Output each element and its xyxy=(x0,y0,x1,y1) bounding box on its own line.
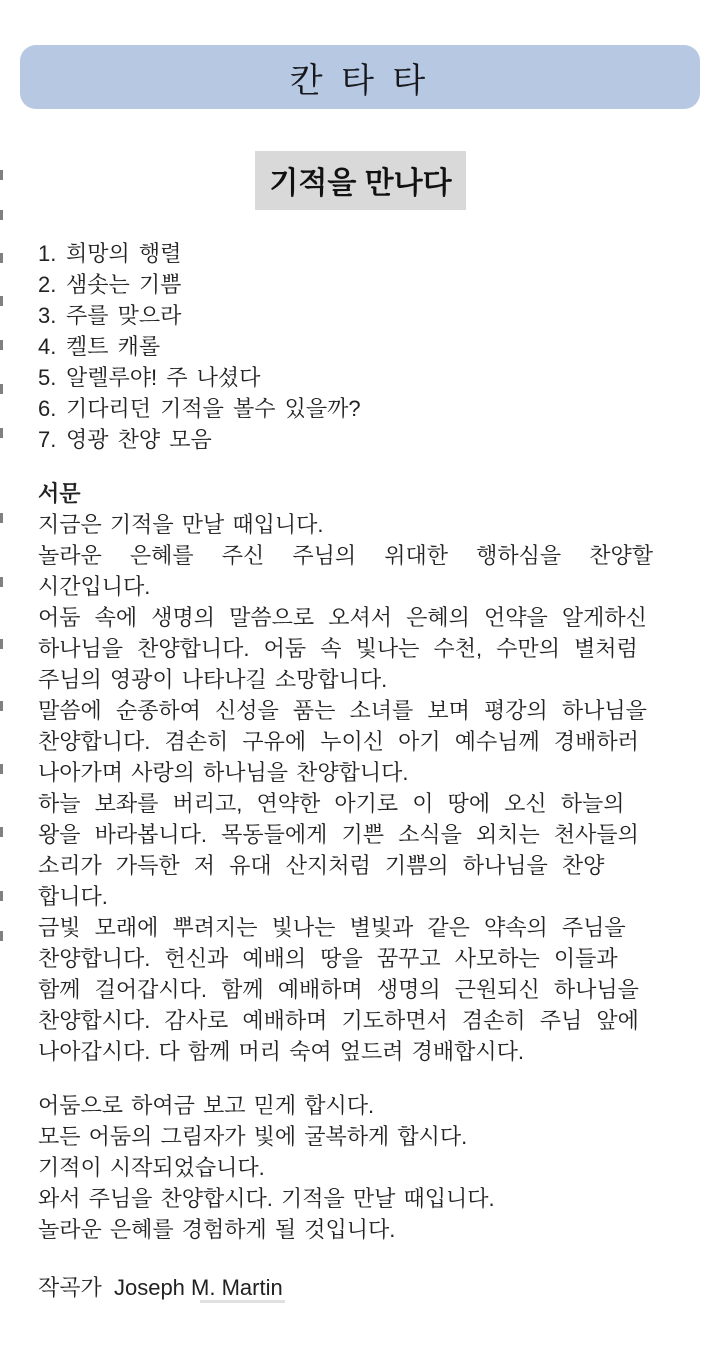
song-list-item xyxy=(38,424,361,455)
scan-edge-artifact xyxy=(0,764,3,774)
scan-edge-artifact xyxy=(0,891,3,901)
preface-section xyxy=(38,478,686,1067)
song-list-item xyxy=(38,393,361,424)
preface-line: 금빛 모래에 뿌려지는 빛나는 별빛과 같은 약속의 주님을 xyxy=(38,915,626,940)
closing-section xyxy=(38,1090,686,1245)
preface-line: 찬양합시다. 감사로 예배하며 기도하면서 겸손히 주님 앞에 xyxy=(38,1008,639,1033)
scan-edge-artifact xyxy=(0,253,3,263)
song-title: 켈트 캐롤 xyxy=(66,334,161,359)
closing-line: 놀라운 은혜를 경험하게 될 것입니다. xyxy=(38,1217,396,1242)
song-title: 영광 찬양 모음 xyxy=(66,427,212,452)
song-number: 4. xyxy=(38,334,57,359)
scan-edge-artifact xyxy=(0,577,3,587)
preface-line: 어둠 속에 생명의 말씀으로 오셔서 은혜의 언약을 알게하신 xyxy=(38,605,647,630)
scan-smudge-artifact xyxy=(200,1300,285,1303)
song-number: 7. xyxy=(38,427,57,452)
preface-line: 왕을 바라봅니다. 목동들에게 기쁜 소식을 외치는 천사들의 xyxy=(38,822,639,847)
preface-line: 합니다. xyxy=(38,884,108,909)
song-list-item xyxy=(38,238,361,269)
preface-line: 하늘 보좌를 버리고, 연약한 아기로 이 땅에 오신 하늘의 xyxy=(38,791,625,816)
scan-edge-artifact xyxy=(0,170,3,180)
song-title: 희망의 행렬 xyxy=(66,241,182,266)
scan-edge-artifact xyxy=(0,384,3,394)
preface-line: 찬양합니다. 헌신과 예배의 땅을 꿈꾸고 사모하는 이들과 xyxy=(38,946,618,971)
song-number: 5. xyxy=(38,365,57,390)
song-list-item xyxy=(38,300,361,331)
preface-line: 놀라운 은혜를 주신 주님의 위대한 행하심을 찬양할 xyxy=(38,543,653,568)
preface-line: 주님의 영광이 나타나길 소망합니다. xyxy=(38,667,388,692)
song-title: 기다리던 기적을 볼수 있을까? xyxy=(66,396,361,421)
scan-edge-artifact xyxy=(0,340,3,350)
song-title: 주를 맞으라 xyxy=(66,303,182,328)
song-list-item xyxy=(38,269,361,300)
preface-line: 함께 걸어갑시다. 함께 예배하며 생명의 근원되신 하나님을 xyxy=(38,977,639,1002)
scan-edge-artifact xyxy=(0,210,3,220)
scan-edge-artifact xyxy=(0,701,3,711)
closing-line: 와서 주님을 찬양합시다. 기적을 만날 때입니다. xyxy=(38,1186,495,1211)
preface-line: 지금은 기적을 만날 때입니다. xyxy=(38,512,324,537)
song-list-item xyxy=(38,362,361,393)
scan-edge-artifact xyxy=(0,428,3,438)
closing-line: 기적이 시작되었습니다. xyxy=(38,1155,265,1180)
closing-line: 모든 어둠의 그림자가 빛에 굴복하게 합시다. xyxy=(38,1124,468,1149)
preface-line: 말씀에 순종하여 신성을 품는 소녀를 보며 평강의 하나님을 xyxy=(38,698,647,723)
preface-line: 소리가 가득한 저 유대 산지처럼 기쁨의 하나님을 찬양 xyxy=(38,853,605,878)
song-list xyxy=(38,238,361,455)
subtitle-row xyxy=(0,151,721,210)
preface-line: 찬양합니다. 겸손히 구유에 누이신 아기 예수님께 경배하러 xyxy=(38,729,639,754)
scan-edge-artifact xyxy=(0,931,3,941)
scan-edge-artifact xyxy=(0,827,3,837)
scan-edge-artifact xyxy=(0,639,3,649)
song-number: 6. xyxy=(38,396,57,421)
cantata-banner-title: 칸 타 타 xyxy=(289,62,431,100)
song-title: 샘솟는 기쁨 xyxy=(66,272,182,297)
scan-edge-artifact xyxy=(0,296,3,306)
closing-line: 어둠으로 하여금 보고 믿게 합시다. xyxy=(38,1093,375,1118)
song-number: 2. xyxy=(38,272,57,297)
song-number: 3. xyxy=(38,303,57,328)
cantata-banner xyxy=(20,45,700,109)
preface-line: 나아가며 사랑의 하나님을 찬양합니다. xyxy=(38,760,409,785)
program-title-highlight: 기적을 만나다 xyxy=(255,151,465,210)
preface-line: 나아갑시다. 다 함께 머리 숙여 엎드려 경배합시다. xyxy=(38,1039,524,1064)
song-title: 알렐루야! 주 나셨다 xyxy=(66,365,261,390)
composer-credit: 작곡가 Joseph M. Martin xyxy=(38,1275,283,1300)
preface-heading: 서문 xyxy=(38,481,81,506)
song-list-item xyxy=(38,331,361,362)
preface-line: 시간입니다. xyxy=(38,574,151,599)
scan-edge-artifact xyxy=(0,513,3,523)
song-number: 1. xyxy=(38,241,57,266)
preface-line: 하나님을 찬양합니다. 어둠 속 빛나는 수천, 수만의 별처럼 xyxy=(38,636,638,661)
